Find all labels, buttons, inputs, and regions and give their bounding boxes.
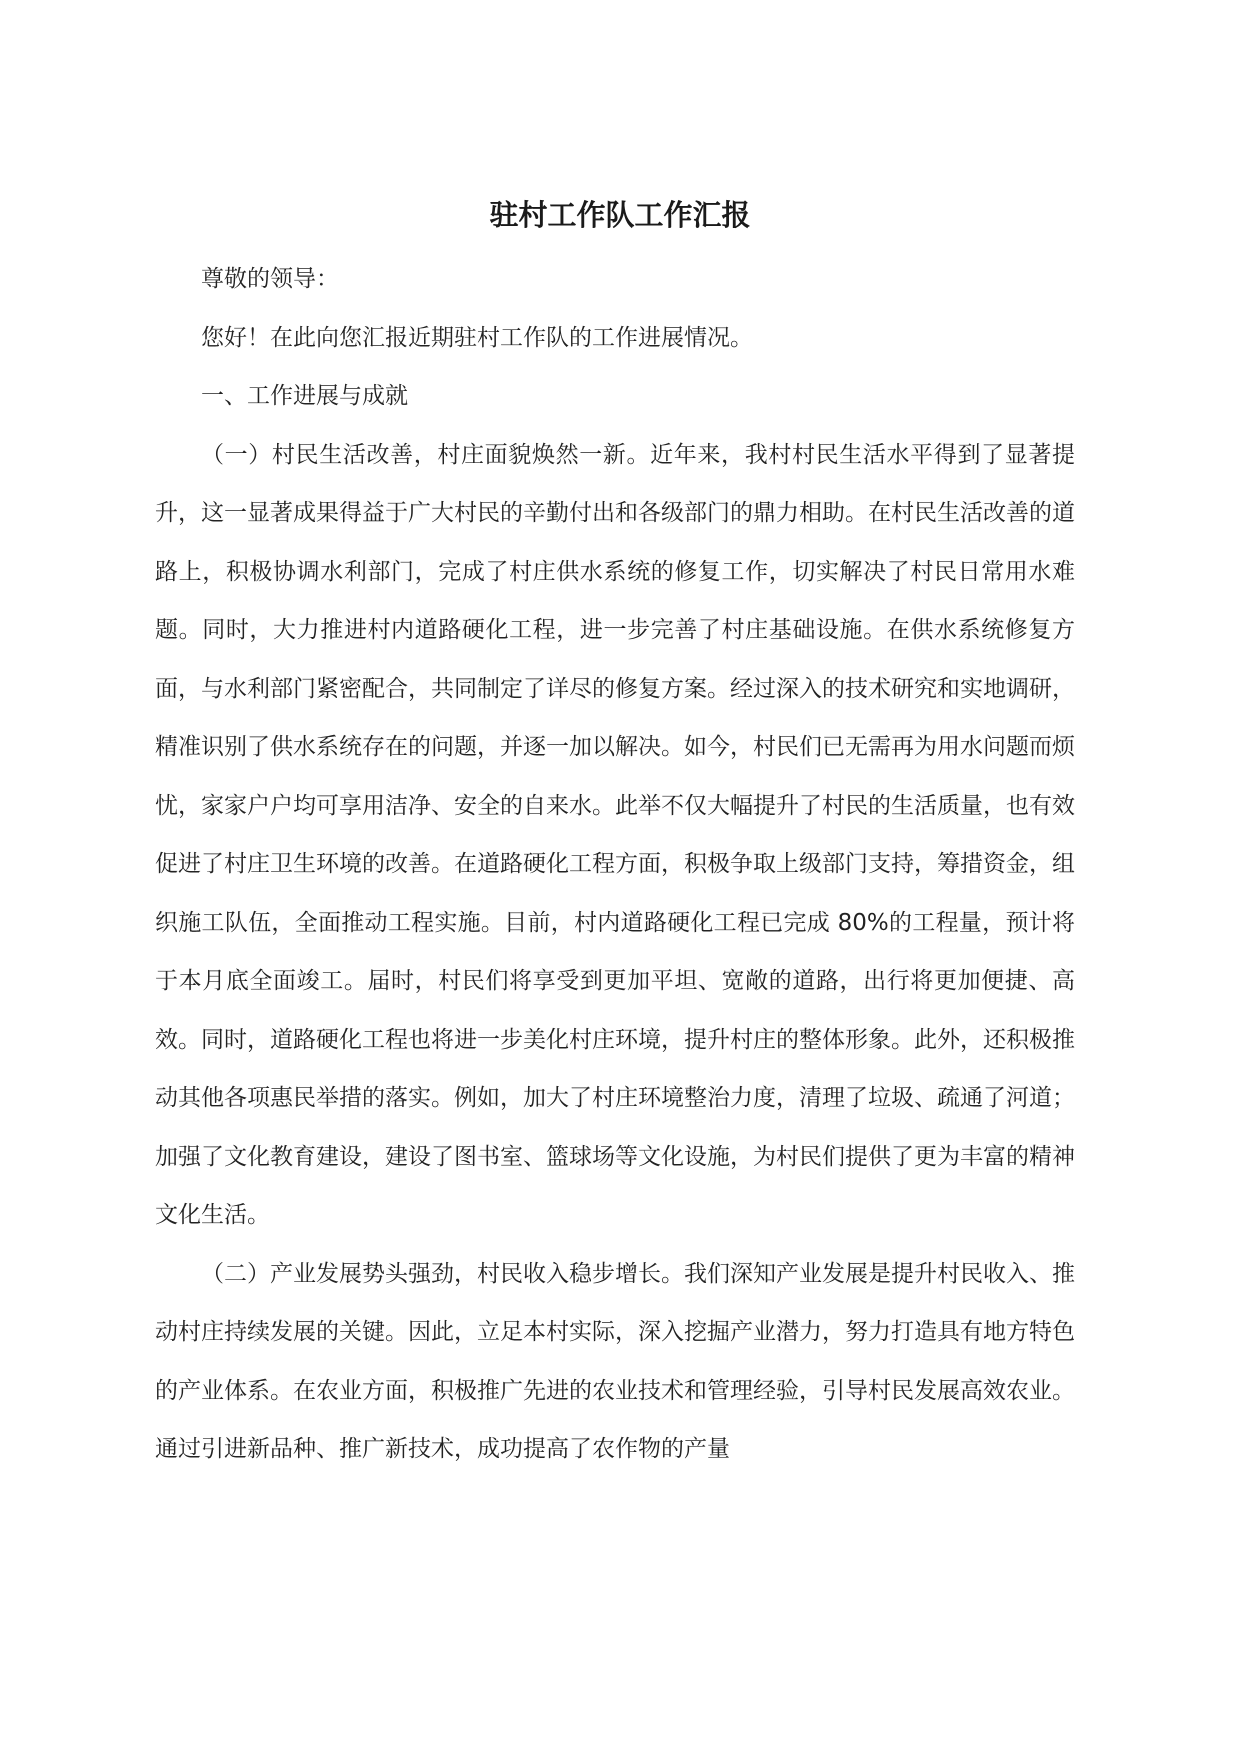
- greeting-paragraph: 您好！在此向您汇报近期驻村工作队的工作进展情况。: [201, 324, 753, 351]
- section-heading: 一、工作进展与成就: [201, 383, 408, 409]
- salutation: 尊敬的领导：: [201, 266, 339, 292]
- document-title: 驻村工作队工作汇报: [489, 198, 751, 232]
- paragraph-livelihood: （一）村民生活改善，村庄面貌焕然一新。近年来，我村村民生活水平得到了显著提升，这一显著成果得益于广大村民的辛勤付出和各级部门的鼎力相助。在村民生活改善的道路上，积极协调水利部门，完成了村庄供水系统的修复工作，切实解决了村民日常用水难题。同时，大力推进村内道路硬化工程，进一步完善了村庄基础设施。在供水系统修复方面，与水利部门紧密配合，共同制定了详尽的修复方案。经过深入的技术研究和实地调研，精准识别了供水系统存在的问题，并逐一加以解决。如今，村民们已无需再为用水问题而烦忧，家家户户均可享用洁净、安全的自来水。此举不仅大幅提升了村民的生活质量，也有效促进了村庄卫生环境的改善。在道路硬化工程方面，积极争取上级部门支持，筹措资金，组织施工队伍，全面推动工程实施。目前，村内道路硬化工程已完成 80%的工程量，预计将于本月底全面竣工。届时，村民们将享受到更加平坦、宽敞的道路，出行将更加便捷、高效。同时，道路硬化工程也将进一步美化村庄环境，提升村庄的整体形象。此外，还积极推动其他各项惠民举措的落实。例如，加大了村庄环境整治力度，清理了垃圾、疏通了河道；加强了文化教育建设，建设了图书室、篮球场等文化设施，为村民们提供了更为丰富的精神文化生活。: [155, 441, 1075, 1228]
- paragraph-industry: （二）产业发展势头强劲，村民收入稳步增长。我们深知产业发展是提升村民收入、推动村庄持续发展的关键。因此，立足本村实际，深入挖掘产业潜力，努力打造具有地方特色的产业体系。在农业方面，积极推广先进的农业技术和管理经验，引导村民发展高效农业。通过引进新品种、推广新技术，成功提高了农作物的产量: [155, 1260, 1075, 1462]
- document-body: [155, 250, 1075, 1479]
